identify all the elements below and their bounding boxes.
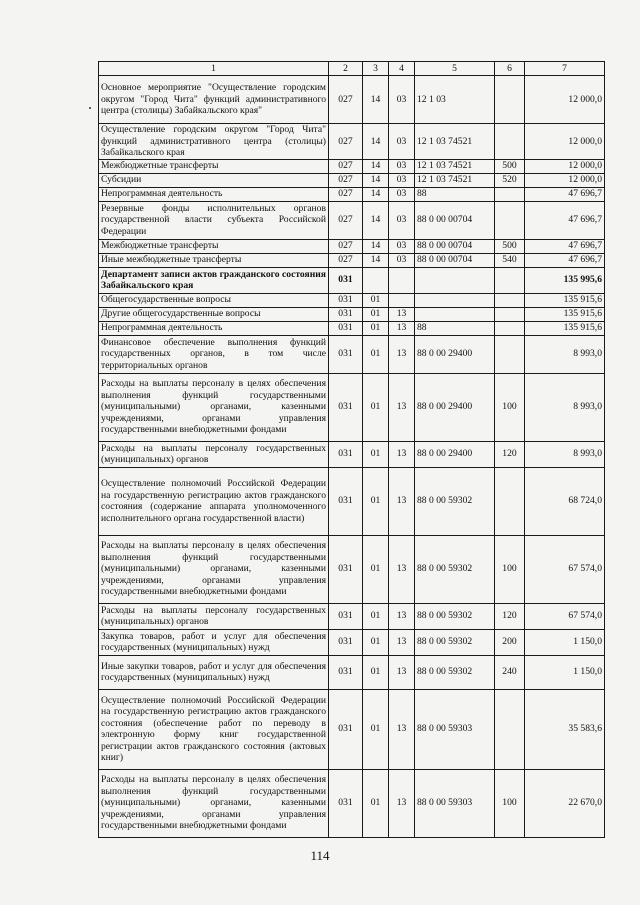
table-row: [99, 76, 605, 124]
row-code: 027: [329, 159, 363, 173]
margin-mark: [89, 107, 91, 109]
row-expense-type: [495, 187, 525, 201]
row-amount: 68 724,0: [525, 467, 605, 535]
row-target-article: 88 0 00 59302: [415, 535, 495, 603]
row-code: 031: [329, 441, 363, 467]
table-row: [99, 239, 605, 253]
row-expense-type: [495, 335, 525, 373]
row-expense-type: 500: [495, 239, 525, 253]
row-expense-type: 120: [495, 603, 525, 629]
row-section: 14: [363, 239, 389, 253]
row-expense-type: [495, 467, 525, 535]
row-code: 031: [329, 321, 363, 335]
row-subsection: 13: [389, 629, 415, 655]
row-name: Другие общегосударственные вопросы: [99, 307, 329, 321]
row-target-article: [415, 293, 495, 307]
row-subsection: 03: [389, 124, 415, 160]
row-code: 031: [329, 629, 363, 655]
row-name: Расходы на выплаты персоналу в целях обеспечения выполнения функций государственными (муниципальными) органами, казенными учреждениями, органами управления государственными внебюджетными фондами: [99, 769, 329, 837]
row-amount: 1 150,0: [525, 655, 605, 689]
table-row: [99, 267, 605, 293]
table-row: [99, 689, 605, 769]
table-row: [99, 173, 605, 187]
row-target-article: 88 0 00 59302: [415, 629, 495, 655]
row-code: 031: [329, 335, 363, 373]
row-subsection: [389, 293, 415, 307]
row-subsection: 13: [389, 467, 415, 535]
row-subsection: 03: [389, 173, 415, 187]
row-target-article: 12 1 03 74521: [415, 124, 495, 160]
table-row: [99, 629, 605, 655]
row-amount: 1 150,0: [525, 629, 605, 655]
row-expense-type: 100: [495, 535, 525, 603]
row-section: 14: [363, 124, 389, 160]
row-amount: 67 574,0: [525, 603, 605, 629]
row-expense-type: 540: [495, 253, 525, 267]
row-expense-type: 520: [495, 173, 525, 187]
row-target-article: 88 0 00 00704: [415, 253, 495, 267]
row-expense-type: [495, 689, 525, 769]
table-row: [99, 321, 605, 335]
row-section: 14: [363, 187, 389, 201]
row-code: 031: [329, 267, 363, 293]
row-subsection: 03: [389, 76, 415, 124]
row-code: 031: [329, 603, 363, 629]
row-subsection: 03: [389, 239, 415, 253]
row-name: Расходы на выплаты персоналу в целях обеспечения выполнения функций государственными (муниципальными) органами, казенными учреждениями, органами управления государственными внебюджетными фондами: [99, 535, 329, 603]
row-code: 031: [329, 769, 363, 837]
row-subsection: 13: [389, 655, 415, 689]
row-expense-type: [495, 124, 525, 160]
row-subsection: 13: [389, 335, 415, 373]
row-expense-type: 240: [495, 655, 525, 689]
row-code: 031: [329, 689, 363, 769]
row-amount: 67 574,0: [525, 535, 605, 603]
row-subsection: 13: [389, 535, 415, 603]
row-code: 031: [329, 655, 363, 689]
row-expense-type: [495, 307, 525, 321]
row-code: 027: [329, 253, 363, 267]
row-code: 027: [329, 239, 363, 253]
header-cell-3: 3: [363, 62, 389, 76]
row-section: 01: [363, 307, 389, 321]
row-amount: 135 915,6: [525, 321, 605, 335]
table-row: [99, 373, 605, 441]
row-name: Расходы на выплаты персоналу государственных (муниципальных) органов: [99, 603, 329, 629]
row-target-article: 12 1 03 74521: [415, 159, 495, 173]
row-name: Непрограммная деятельность: [99, 321, 329, 335]
row-code: 027: [329, 173, 363, 187]
row-amount: 22 670,0: [525, 769, 605, 837]
row-section: 01: [363, 293, 389, 307]
row-section: 01: [363, 603, 389, 629]
row-expense-type: [495, 267, 525, 293]
row-subsection: 03: [389, 201, 415, 239]
table-row: [99, 201, 605, 239]
budget-table: [98, 61, 605, 838]
row-amount: 47 696,7: [525, 239, 605, 253]
table-row: [99, 307, 605, 321]
table-row: [99, 124, 605, 160]
row-target-article: 12 1 03: [415, 76, 495, 124]
table-row: [99, 187, 605, 201]
table-row: [99, 335, 605, 373]
table-row: [99, 253, 605, 267]
row-name: Осуществление городским округом "Город Чита" функций административного центра (столицы) Забайкальского края: [99, 124, 329, 160]
row-subsection: 13: [389, 307, 415, 321]
row-expense-type: [495, 76, 525, 124]
row-target-article: 88 0 00 00704: [415, 201, 495, 239]
row-target-article: 88 0 00 29400: [415, 373, 495, 441]
row-amount: 12 000,0: [525, 159, 605, 173]
row-section: 01: [363, 629, 389, 655]
row-section: 01: [363, 321, 389, 335]
row-name: Основное мероприятие "Осуществление городским округом "Город Чита" функций административного центра (столицы) Забайкальского края": [99, 76, 329, 124]
row-section: 14: [363, 173, 389, 187]
row-code: 031: [329, 373, 363, 441]
row-amount: 47 696,7: [525, 253, 605, 267]
row-expense-type: [495, 201, 525, 239]
row-section: 01: [363, 689, 389, 769]
row-code: 031: [329, 293, 363, 307]
row-name: Межбюджетные трансферты: [99, 159, 329, 173]
row-name: Осуществление полномочий Российской Федерации на государственную регистрацию актов гражданского состояния (содержание аппарата уполномоченного исполнительного органа государственной власти): [99, 467, 329, 535]
row-amount: 8 993,0: [525, 373, 605, 441]
row-amount: 47 696,7: [525, 187, 605, 201]
row-target-article: 88 0 00 29400: [415, 441, 495, 467]
row-subsection: 13: [389, 769, 415, 837]
row-amount: 135 915,6: [525, 293, 605, 307]
row-target-article: 88: [415, 187, 495, 201]
row-subsection: 13: [389, 441, 415, 467]
row-name: Иные межбюджетные трансферты: [99, 253, 329, 267]
row-subsection: 03: [389, 187, 415, 201]
row-target-article: 88 0 00 59302: [415, 603, 495, 629]
row-section: 01: [363, 769, 389, 837]
row-section: 01: [363, 335, 389, 373]
row-amount: 47 696,7: [525, 201, 605, 239]
row-amount: 8 993,0: [525, 441, 605, 467]
header-cell-7: 7: [525, 62, 605, 76]
row-code: 027: [329, 76, 363, 124]
table-row: [99, 159, 605, 173]
row-section: 14: [363, 201, 389, 239]
row-code: 031: [329, 307, 363, 321]
row-name: Финансовое обеспечение выполнения функций государственных органов, в том числе территориальных органов: [99, 335, 329, 373]
row-subsection: 03: [389, 159, 415, 173]
row-target-article: 88 0 00 59302: [415, 655, 495, 689]
row-target-article: 88 0 00 59303: [415, 689, 495, 769]
row-section: 01: [363, 535, 389, 603]
row-amount: 12 000,0: [525, 76, 605, 124]
row-code: 031: [329, 467, 363, 535]
row-expense-type: 100: [495, 373, 525, 441]
page-number: 114: [310, 848, 330, 863]
row-section: 14: [363, 76, 389, 124]
row-code: 027: [329, 201, 363, 239]
header-cell-4: 4: [389, 62, 415, 76]
row-name: Субсидии: [99, 173, 329, 187]
row-target-article: 12 1 03 74521: [415, 173, 495, 187]
row-code: 027: [329, 124, 363, 160]
row-name: Общегосударственные вопросы: [99, 293, 329, 307]
row-target-article: 88 0 00 59302: [415, 467, 495, 535]
row-name: Департамент записи актов гражданского состояния Забайкальского края: [99, 267, 329, 293]
row-expense-type: [495, 293, 525, 307]
table-row: [99, 535, 605, 603]
row-name: Расходы на выплаты персоналу в целях обеспечения выполнения функций государственными (муниципальными) органами, казенными учреждениями, органами управления государственными внебюджетными фондами: [99, 373, 329, 441]
table-row: [99, 769, 605, 837]
row-section: 01: [363, 373, 389, 441]
table-row: [99, 441, 605, 467]
row-subsection: 13: [389, 321, 415, 335]
row-expense-type: [495, 321, 525, 335]
table-row: [99, 467, 605, 535]
row-target-article: [415, 307, 495, 321]
row-name: Осуществление полномочий Российской Федерации на государственную регистрацию актов гражданского состояния (обеспечение работ по переводу в электронную форму книг государственной регистрации актов гражданского состояния (актовых книг): [99, 689, 329, 769]
row-name: Закупка товаров, работ и услуг для обеспечения государственных (муниципальных) нужд: [99, 629, 329, 655]
row-section: 14: [363, 253, 389, 267]
table-body: [99, 76, 605, 838]
row-amount: 8 993,0: [525, 335, 605, 373]
row-section: 01: [363, 467, 389, 535]
row-amount: 135 915,6: [525, 307, 605, 321]
row-section: 14: [363, 159, 389, 173]
header-row: [99, 62, 605, 76]
row-target-article: 88: [415, 321, 495, 335]
row-name: Расходы на выплаты персоналу государственных (муниципальных) органов: [99, 441, 329, 467]
row-name: Непрограммная деятельность: [99, 187, 329, 201]
row-target-article: 88 0 00 29400: [415, 335, 495, 373]
row-expense-type: 120: [495, 441, 525, 467]
row-expense-type: 200: [495, 629, 525, 655]
row-target-article: 88 0 00 00704: [415, 239, 495, 253]
row-subsection: 13: [389, 373, 415, 441]
row-name: Иные закупки товаров, работ и услуг для обеспечения государственных (муниципальных) нужд: [99, 655, 329, 689]
row-subsection: 13: [389, 689, 415, 769]
row-amount: 12 000,0: [525, 173, 605, 187]
row-expense-type: 500: [495, 159, 525, 173]
row-expense-type: 100: [495, 769, 525, 837]
row-section: 01: [363, 441, 389, 467]
table-row: [99, 293, 605, 307]
header-cell-6: 6: [495, 62, 525, 76]
row-code: 031: [329, 535, 363, 603]
row-subsection: [389, 267, 415, 293]
row-target-article: [415, 267, 495, 293]
row-section: 01: [363, 655, 389, 689]
header-cell-1: 1: [99, 62, 329, 76]
row-code: 027: [329, 187, 363, 201]
header-cell-2: 2: [329, 62, 363, 76]
row-subsection: 13: [389, 603, 415, 629]
row-name: Межбюджетные трансферты: [99, 239, 329, 253]
row-section: [363, 267, 389, 293]
row-amount: 12 000,0: [525, 124, 605, 160]
row-subsection: 03: [389, 253, 415, 267]
table-row: [99, 603, 605, 629]
row-name: Резервные фонды исполнительных органов государственной власти субъекта Российской Федерации: [99, 201, 329, 239]
table-row: [99, 655, 605, 689]
row-target-article: 88 0 00 59303: [415, 769, 495, 837]
row-amount: 35 583,6: [525, 689, 605, 769]
header-cell-5: 5: [415, 62, 495, 76]
row-amount: 135 995,6: [525, 267, 605, 293]
